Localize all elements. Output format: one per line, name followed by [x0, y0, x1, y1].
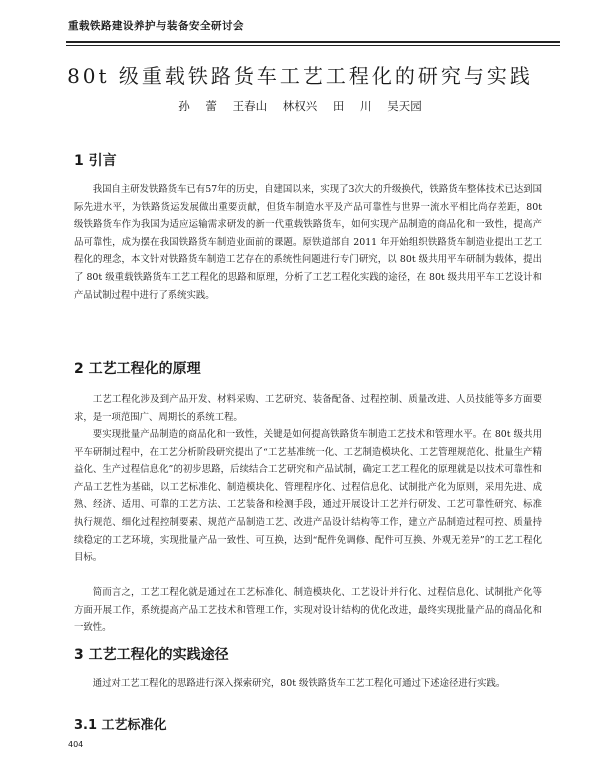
subsection-heading-standardization: 3.1 工艺标准化: [74, 718, 167, 733]
section-heading-introduction: 1 引言: [74, 153, 117, 169]
author: 吴天园: [387, 99, 422, 113]
header-rule-thin: [66, 45, 560, 46]
paragraph-introduction: 我国自主研发铁路货车已有57年的历史，自建国以来，实现了3次大的升级换代，铁路货车整体技术已达到国际先进水平，为铁路货运发展做出重要贡献，但货车制造水平及产品可靠性与世界一流水平相比尚存差距，80t 级铁路货车作为我国为适应运输需求研发的新一代重载铁路货车，如何实现产品制造的商品化和一致性，提高产品可靠性，成为摆在我国铁路货车制造业面前的课题。原铁道部自 2011 年开始组织铁路货车制造业提出工艺工程化的理念，本文针对铁路货车制造工艺存在的系统性问题进行专门研究，以 80t 级共用平车研制为载体，提出了 80t 级重载铁路货车工艺工程化的思路和原理，分析了工艺工程化实践的途径，在 80t 级共用平车工艺设计和产品试制过程中进行了系统实践。: [74, 184, 542, 301]
author: 王春山: [232, 99, 268, 113]
author: 田 川: [332, 99, 372, 113]
paragraph-principle-2: 要实现批量产品制造的商品化和一致性，关键是如何提高铁路货车制造工艺技术和管理水平。在 80t 级共用平车研制过程中，在工艺分析阶段研究提出了“工艺基准统一化、工艺制造模块化、工艺管理规范化、批量生产精益化、生产过程信息化”的初步思路，后续结合工艺研究和产品试制，确定工艺工程化的原理就是以技术可靠性和产品工艺性为基础，以工艺标准化、制造模块化、管理程序化、过程信息化、试制批产化为原则，采用先进、成熟、经济、适用、可靠的工艺方法、工艺装备和检测手段，通过开展设计工艺并行研发、工艺可靠性研究、标准执行规范、细化过程控制要素、规范产品制造工艺、改进产品设计结构等工作，建立产品制造过程可控、质量持续稳定的工艺环境，实现批量产品一致性、可互换，达到“配件免调修、配件可互换、外观无差异”的工艺工程化目标。: [74, 429, 542, 564]
header-rule-thick: [66, 41, 560, 43]
journal-header: 重载铁路建设养护与装备安全研讨会: [68, 20, 244, 32]
author-list: [60, 98, 540, 114]
section-heading-practice: 3 工艺工程化的实践途径: [74, 647, 229, 663]
paragraph-principle-1: 工艺工程化涉及到产品开发、材料采购、工艺研究、装备配备、过程控制、质量改进、人员技能等多方面要求，是一项范围广、周期长的系统工程。: [74, 394, 542, 423]
section-heading-principle: 2 工艺工程化的原理: [74, 361, 201, 377]
paragraph-practice: 通过对工艺工程化的思路进行深入探索研究，80t 级铁路货车工艺工程化可通过下述途径进行实践。: [92, 678, 506, 689]
page-number: 404: [68, 740, 84, 749]
paragraph-principle-3: 简而言之，工艺工程化就是通过在工艺标准化、制造模块化、工艺设计并行化、过程信息化、试制批产化等方面开展工作，系统提高产品工艺技术和管理工作，实现对设计结构的优化改进，最终实现批量产品的商品化和一致性。: [74, 587, 542, 634]
author: 林权兴: [282, 99, 318, 113]
author: 孙 蕾: [178, 99, 217, 113]
paper-title: 80t 级重载铁路货车工艺工程化的研究与实践: [67, 64, 533, 88]
